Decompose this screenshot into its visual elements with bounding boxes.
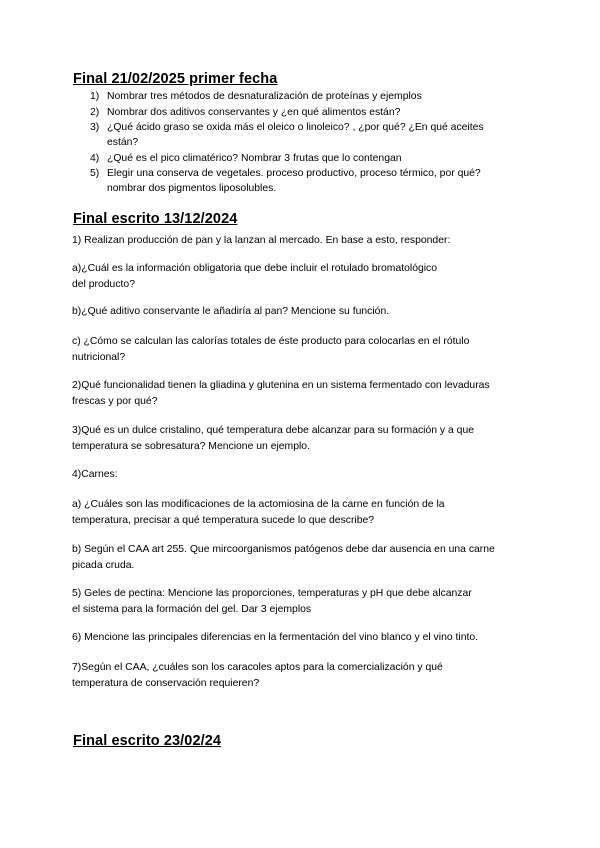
section-heading-final-23-02-24: Final escrito 23/02/24 (73, 733, 222, 749)
list-item-number: 4) (90, 152, 100, 164)
list-item-text: Nombrar tres métodos de desnaturalización de proteínas y ejemplos (107, 91, 422, 102)
question-paragraph: 3)Qué es un dulce cristalino, qué temperatura debe alcanzar para su formación y a que temperatura se sobresatura? Mencione un ejemplo. (72, 425, 475, 452)
question-paragraph: 6) Mencione las principales diferencias en la fermentación del vino blanco y el vino tinto. (72, 632, 479, 643)
list-item (90, 151, 530, 166)
question-paragraph: b) Según el CAA art 255. Que mircoorganismos patógenos debe dar ausencia en una carne picada cruda. (72, 544, 495, 571)
list-item-text: Nombrar dos aditivos conservantes y ¿en qué alimentos están? (107, 106, 401, 118)
list-item-number: 2) (90, 106, 100, 118)
list-item-number: 5) (90, 168, 100, 179)
question-paragraph: c) ¿Cómo se calculan las calorías totales de éste producto para colocarlas en el rótulo nutricional? (72, 336, 470, 363)
list-item-text: ¿Qué ácido graso se oxida más el oleico o linoleico? , ¿por qué? ¿En qué aceites están? (107, 122, 484, 148)
question-paragraph: a)¿Cuál es la información obligatoria que debe incluir el rotulado bromatológico del producto? (72, 263, 438, 290)
question-paragraph: b)¿Qué aditivo conservante le añadiría al pan? Mencione su función. (72, 306, 390, 317)
list-item (90, 120, 530, 150)
question-list-2025 (90, 89, 530, 197)
list-item (90, 89, 530, 104)
question-paragraph: 1) Realizan producción de pan y la lanzan al mercado. En base a esto, responder: (72, 235, 451, 246)
section-heading-final-13-12-2024: Final escrito 13/12/2024 (73, 211, 238, 227)
question-paragraph: a) ¿Cuáles son las modificaciones de la actomiosina de la carne en función de la temperatura, precisar a qué temperatura sucede lo que describe? (72, 499, 445, 526)
list-item-text: Elegir una conserva de vegetales. proceso productivo, proceso térmico, por qué? nombrar dos pigmentos liposolubles. (107, 168, 481, 194)
list-item-number: 3) (90, 122, 100, 133)
list-item (90, 166, 530, 196)
question-paragraph: 7)Según el CAA, ¿cuáles son los caracoles aptos para la comercialización y qué temperatura de conservación requieren? (72, 662, 443, 689)
question-paragraph: 5) Geles de pectina: Mencione las proporciones, temperaturas y pH que debe alcanzar el sistema para la formación del gel. Dar 3 ejemplos (72, 588, 472, 615)
section-heading-final-21-02-2025: Final 21/02/2025 primer fecha (73, 71, 278, 87)
list-item-number: 1) (90, 91, 100, 102)
list-item-text: ¿Qué es el pico climatérico? Nombrar 3 frutas que lo contengan (107, 152, 402, 164)
question-paragraph: 4)Carnes: (72, 469, 118, 480)
question-paragraph: 2)Qué funcionalidad tienen la gliadina y glutenina en un sistema fermentado con levaduras frescas y por qué? (72, 380, 490, 407)
list-item (90, 105, 530, 120)
